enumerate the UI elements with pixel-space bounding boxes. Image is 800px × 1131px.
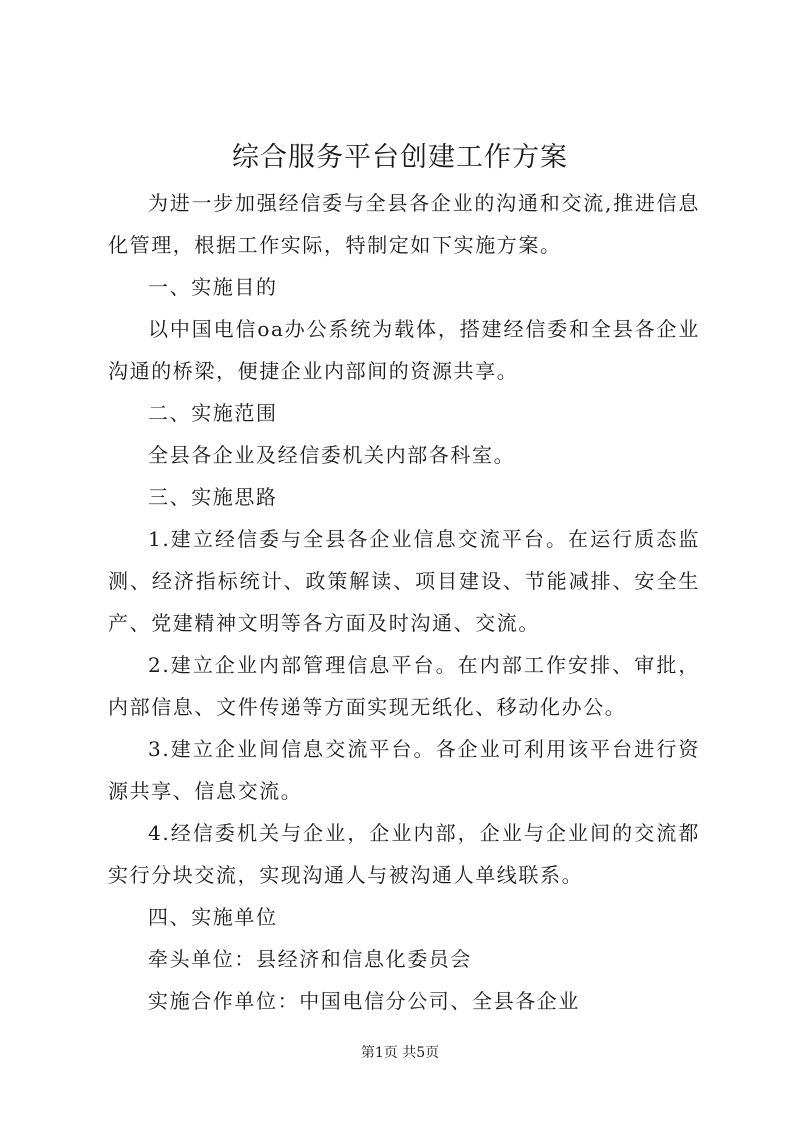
intro-paragraph: 为进一步加强经信委与全县各企业的沟通和交流,推进信息化管理，根据工作实际，特制定如下实施方案。 xyxy=(108,191,700,257)
approach-item-2: 2.建立企业内部管理信息平台。在内部工作安排、审批，内部信息、文件传递等方面实现无纸化、移动化办公。 xyxy=(108,653,700,719)
lead-unit: 牵头单位：县经济和信息化委员会 xyxy=(148,947,472,971)
page-footer: 第1页 共5页 xyxy=(360,1045,440,1061)
approach-item-3: 3.建立企业间信息交流平台。各企业可利用该平台进行资源共享、信息交流。 xyxy=(108,737,700,803)
section-heading-scope: 二、实施范围 xyxy=(148,401,278,425)
document-title: 综合服务平台创建工作方案 xyxy=(232,142,568,173)
purpose-paragraph: 以中国电信oa办公系统为载体，搭建经信委和全县各企业沟通的桥梁，便捷企业内部间的资源共享。 xyxy=(108,317,700,383)
section-heading-purpose: 一、实施目的 xyxy=(148,275,278,299)
section-heading-approach: 三、实施思路 xyxy=(148,485,278,509)
approach-item-1: 1.建立经信委与全县各企业信息交流平台。在运行质态监测、经济指标统计、政策解读、项目建设、节能减排、安全生产、党建精神文明等各方面及时沟通、交流。 xyxy=(108,527,700,635)
scope-paragraph: 全县各企业及经信委机关内部各科室。 xyxy=(148,443,516,467)
partner-units: 实施合作单位：中国电信分公司、全县各企业 xyxy=(148,989,580,1013)
section-heading-units: 四、实施单位 xyxy=(148,905,278,929)
approach-item-4: 4.经信委机关与企业，企业内部，企业与企业间的交流都实行分块交流，实现沟通人与被沟通人单线联系。 xyxy=(108,821,700,887)
document-body xyxy=(108,182,700,1022)
